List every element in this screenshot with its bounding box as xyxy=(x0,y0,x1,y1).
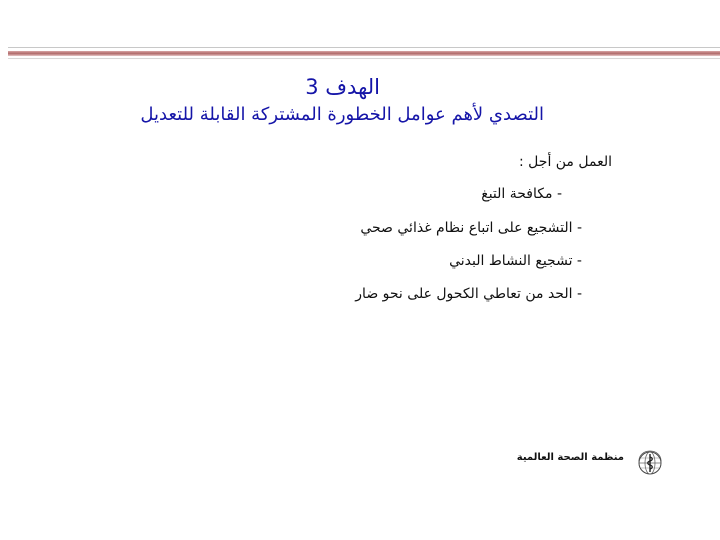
action-intro: العمل من أجل : xyxy=(519,154,612,170)
list-item: - الحد من تعاطي الكحول على نحو ضار xyxy=(355,286,582,302)
list-item: - التشجيع على اتباع نظام غذائي صحي xyxy=(360,220,582,236)
header-rule-bottom-line xyxy=(8,58,720,59)
goal-subtitle: التصدي لأهم عوامل الخطورة المشتركة القابلة للتعديل xyxy=(140,104,544,125)
list-item: - مكافحة التبغ xyxy=(481,186,562,202)
header-rule xyxy=(8,46,720,60)
header-rule-band xyxy=(8,51,720,56)
goal-title: الهدف 3 xyxy=(305,75,380,99)
header-rule-top-line xyxy=(8,47,720,48)
organization-label: منظمة الصحة العالمية xyxy=(516,452,624,463)
who-emblem-icon xyxy=(637,450,663,476)
list-item: - تشجيع النشاط البدني xyxy=(449,253,582,269)
